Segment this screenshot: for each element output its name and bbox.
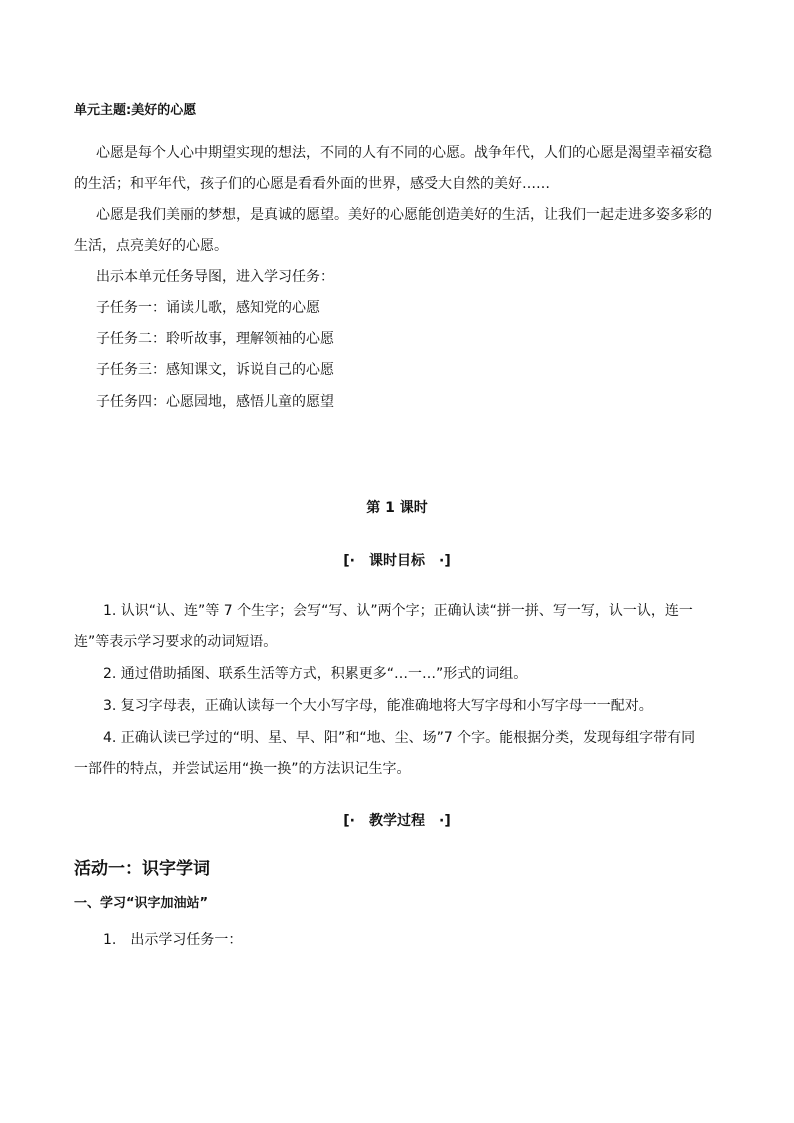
goal-2: 2. 通过借助插图、联系生活等方式，积累更多“…一…”形式的词组。 [103, 666, 528, 682]
unit-theme-heading: 单元主题:美好的心愿 [74, 103, 197, 118]
goal-4-line-1: 4. 正确认读已学过的“明、星、早、阳”和“地、尘、场”7 个字。能根据分类，发现每组字带有同 [103, 730, 696, 746]
goal-4-line-2: 一部件的特点，并尝试运用“换一换”的方法识记生字。 [74, 761, 411, 777]
subtask-item: 子任务一：诵读儿歌，感知党的心愿 [96, 300, 320, 316]
process-section-header: [· 教学过程 ·] [343, 813, 451, 829]
task-intro: 出示本单元任务导图，进入学习任务： [96, 269, 334, 285]
subtask-item: 子任务二：聆听故事，理解领袖的心愿 [96, 331, 334, 347]
intro-paragraph-2-line-1: 心愿是我们美丽的梦想，是真诚的愿望。美好的心愿能创造美好的生活，让我们一起走进多姿多彩的 [96, 207, 712, 223]
intro-paragraph-1-line-2: 的生活；和平年代，孩子们的心愿是看看外面的世界，感受大自然的美好…… [74, 176, 550, 192]
subtask-item: 子任务三：感知课文，诉说自己的心愿 [96, 362, 334, 378]
goal-1-line-2: 连”等表示学习要求的动词短语。 [74, 634, 278, 650]
intro-paragraph-1-line-1: 心愿是每个人心中期望实现的想法，不同的人有不同的心愿。战争年代，人们的心愿是渴望幸福安稳 [96, 145, 712, 161]
goal-3: 3. 复习字母表，正确认读每一个大小写字母，能准确地将大写字母和小写字母一一配对。 [103, 698, 653, 714]
subtask-item: 子任务四：心愿园地，感悟儿童的愿望 [96, 394, 334, 410]
lesson-title: 第 1 课时 [366, 500, 428, 516]
step-1: 1. 出示学习任务一： [103, 932, 243, 948]
goals-section-header: [· 课时目标 ·] [343, 553, 451, 569]
activity-1-heading: 活动一：识字学词 [74, 859, 210, 879]
section-1-heading: 一、学习“识字加油站” [74, 896, 209, 911]
intro-paragraph-2-line-2: 生活，点亮美好的心愿。 [74, 238, 228, 254]
goal-1-line-1: 1. 认识“认、连”等 7 个生字；会写“写、认”两个字；正确认读“拼一拼、写一写，认一认，连一 [103, 603, 693, 619]
